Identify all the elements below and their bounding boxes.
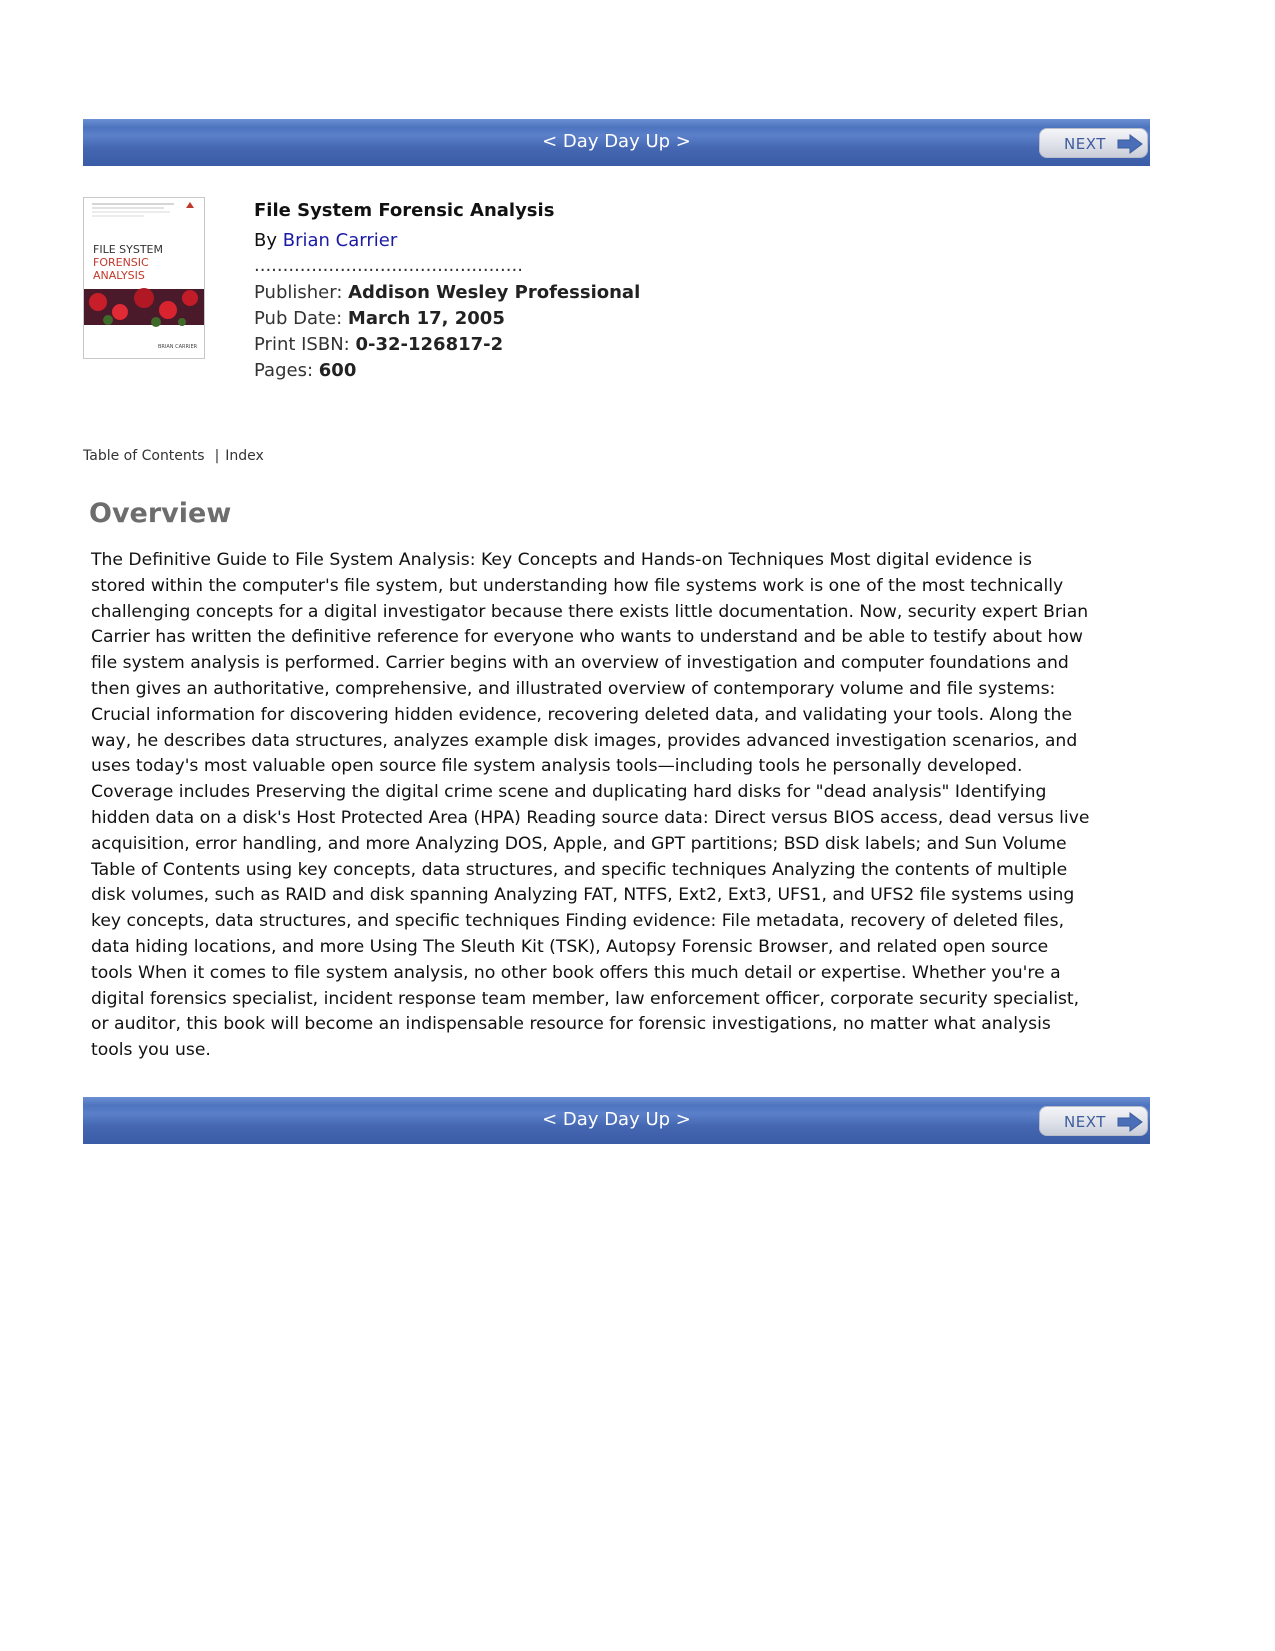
pages-value: 600 [318, 360, 357, 381]
pub-date-value: March 17, 2005 [347, 308, 505, 329]
book-cover-image[interactable] [83, 197, 205, 359]
next-button[interactable] [1039, 128, 1148, 158]
cover-title-line-1: FILE SYSTEM [93, 243, 163, 256]
cover-author: BRIAN CARRIER [158, 344, 198, 350]
nav-title: < Day Day Up > [542, 131, 691, 152]
isbn-value: 0-32-126817-2 [355, 334, 504, 355]
next-button-label: NEXT [1064, 135, 1106, 153]
top-nav-bar [83, 119, 1150, 166]
toc-index-links [83, 448, 264, 464]
publisher-row [254, 282, 640, 308]
author-line [254, 230, 640, 258]
book-metadata [254, 200, 640, 386]
overview-body: The Definitive Guide to File System Analysis: Key Concepts and Hands-on Techniques Most digital evidence is stored within the computer's file system, but understanding how file systems work is one of the most technically challenging concepts for a digital investigator because there exists little documentation. Now, security expert Brian Carrier has written the definitive reference for everyone who wants to understand and be able to testify about how file system analysis is performed. Carrier begins with an overview of investigation and computer foundations and then gives an authoritative, comprehensive, and illustrated overview of contemporary volume and file systems: Crucial information for discovering hidden evidence, recovering deleted data, and validating your tools. Along the way, he describes data structures, analyzes example disk images, provides advanced investigation scenarios, and uses today's most valuable open source file system analysis tools—including tools he personally developed. Coverage includes Preserving the digital crime scene and duplicating hard disks for "dead analysis" Identifying hidden data on a disk's Host Protected Area (HPA) Reading source data: Direct versus BIOS access, dead versus live acquisition, error handling, and more Analyzing DOS, Apple, and GPT partitions; BSD disk labels; and Sun Volume Table of Contents using key concepts, data structures, and specific techniques Analyzing the contents of multiple disk volumes, such as RAID and disk spanning Analyzing FAT, NTFS, Ext2, Ext3, UFS1, and UFS2 file systems using key concepts, data structures, and specific techniques Finding evidence: File metadata, recovery of deleted files, data hiding locations, and more Using The Sleuth Kit (TSK), Autopsy Forensic Browser, and related open source tools When it comes to file system analysis, no other book offers this much detail or expertise. Whether you're a digital forensics specialist, incident response team member, law enforcement officer, corporate security specialist, or auditor, this book will become an indispensable resource for forensic investigations, no matter what analysis tools you use. [91, 550, 1090, 1061]
publisher-label: Publisher: [254, 282, 343, 303]
arrow-right-icon [1117, 1112, 1143, 1132]
author-link[interactable]: Brian Carrier [282, 230, 398, 251]
pub-date-label: Pub Date: [254, 308, 343, 329]
isbn-row [254, 334, 640, 360]
isbn-label: Print ISBN: [254, 334, 350, 355]
nav-title: < Day Day Up > [542, 1109, 691, 1130]
by-prefix: By [254, 230, 278, 251]
book-title: File System Forensic Analysis [254, 200, 555, 221]
arrow-right-icon [1117, 134, 1143, 154]
overview-heading: Overview [89, 498, 232, 529]
cover-illustration [84, 198, 204, 358]
cover-title-line-2: FORENSIC [93, 256, 149, 269]
next-button[interactable] [1039, 1106, 1148, 1136]
cover-title-line-3: ANALYSIS [93, 269, 145, 282]
link-separator: | [214, 448, 220, 464]
bottom-nav-bar [83, 1097, 1150, 1144]
pages-row [254, 360, 640, 386]
dotted-divider: ............................................... [254, 255, 523, 276]
table-of-contents-link[interactable]: Table of Contents [83, 448, 205, 464]
next-button-label: NEXT [1064, 1113, 1106, 1131]
pub-date-row [254, 308, 640, 334]
index-link[interactable]: Index [225, 448, 264, 464]
publisher-value: Addison Wesley Professional [348, 282, 641, 303]
pages-label: Pages: [254, 360, 314, 381]
